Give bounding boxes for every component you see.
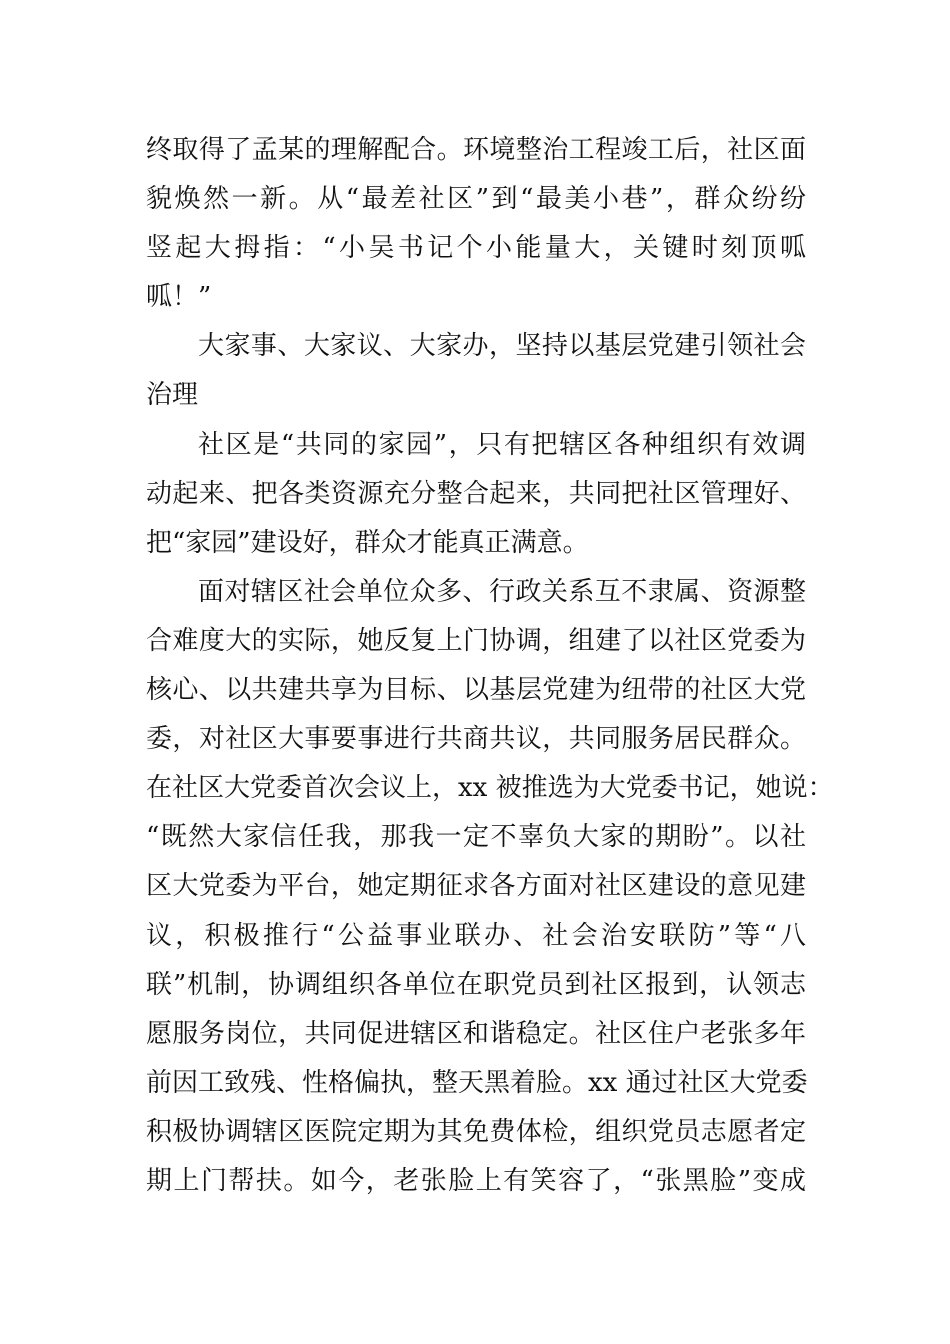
- text-line: 核心、以共建共享为目标、以基层党建为纽带的社区大党: [146, 675, 806, 706]
- text-line: 愿服务岗位，共同促进辖区和谐稳定。社区住户老张多年: [146, 1018, 806, 1049]
- text-line: 呱！”: [146, 282, 212, 313]
- text-line: 议，积极推行“公益事业联办、社会治安联防”等“八: [146, 920, 806, 951]
- text-line: 面对辖区社会单位众多、行政关系互不隶属、资源整: [198, 576, 806, 607]
- text-line: 委，对社区大事要事进行共商共议，共同服务居民群众。: [146, 724, 806, 755]
- text-line: 竖起大拇指：“小吴书记个小能量大，关键时刻顶呱: [146, 233, 806, 264]
- text-line: 终取得了孟某的理解配合。环境整治工程竣工后，社区面: [146, 135, 806, 165]
- text-line: 区大党委为平台，她定期征求各方面对社区建设的意见建: [146, 871, 806, 902]
- text-line: 在社区大党委首次会议上，xx 被推选为大党委书记，她说：: [146, 773, 834, 804]
- text-line: 积极协调辖区医院定期为其免费体检，组织党员志愿者定: [146, 1116, 806, 1147]
- text-line: 动起来、把各类资源充分整合起来，共同把社区管理好、: [146, 478, 806, 509]
- section-heading-line: 治理: [146, 380, 199, 411]
- text-line: 把“家园”建设好，群众才能真正满意。: [146, 527, 589, 558]
- text-line: 合难度大的实际，她反复上门协调，组建了以社区党委为: [146, 625, 806, 656]
- text-line: 社区是“共同的家园”，只有把辖区各种组织有效调: [198, 429, 806, 460]
- text-line: “既然大家信任我，那我一定不辜负大家的期盼”。以社: [146, 822, 806, 853]
- text-line: 期上门帮扶。如今，老张脸上有笑容了，“张黑脸”变成: [146, 1165, 806, 1196]
- text-line: 联”机制，协调组织各单位在职党员到社区报到，认领志: [146, 969, 806, 1000]
- section-heading-line: 大家事、大家议、大家办，坚持以基层党建引领社会: [198, 331, 806, 362]
- text-line: 貌焕然一新。从“最差社区”到“最美小巷”，群众纷纷: [146, 184, 806, 215]
- body-text: [146, 126, 834, 1206]
- text-line: 前因工致残、性格偏执，整天黑着脸。xx 通过社区大党委: [146, 1067, 808, 1098]
